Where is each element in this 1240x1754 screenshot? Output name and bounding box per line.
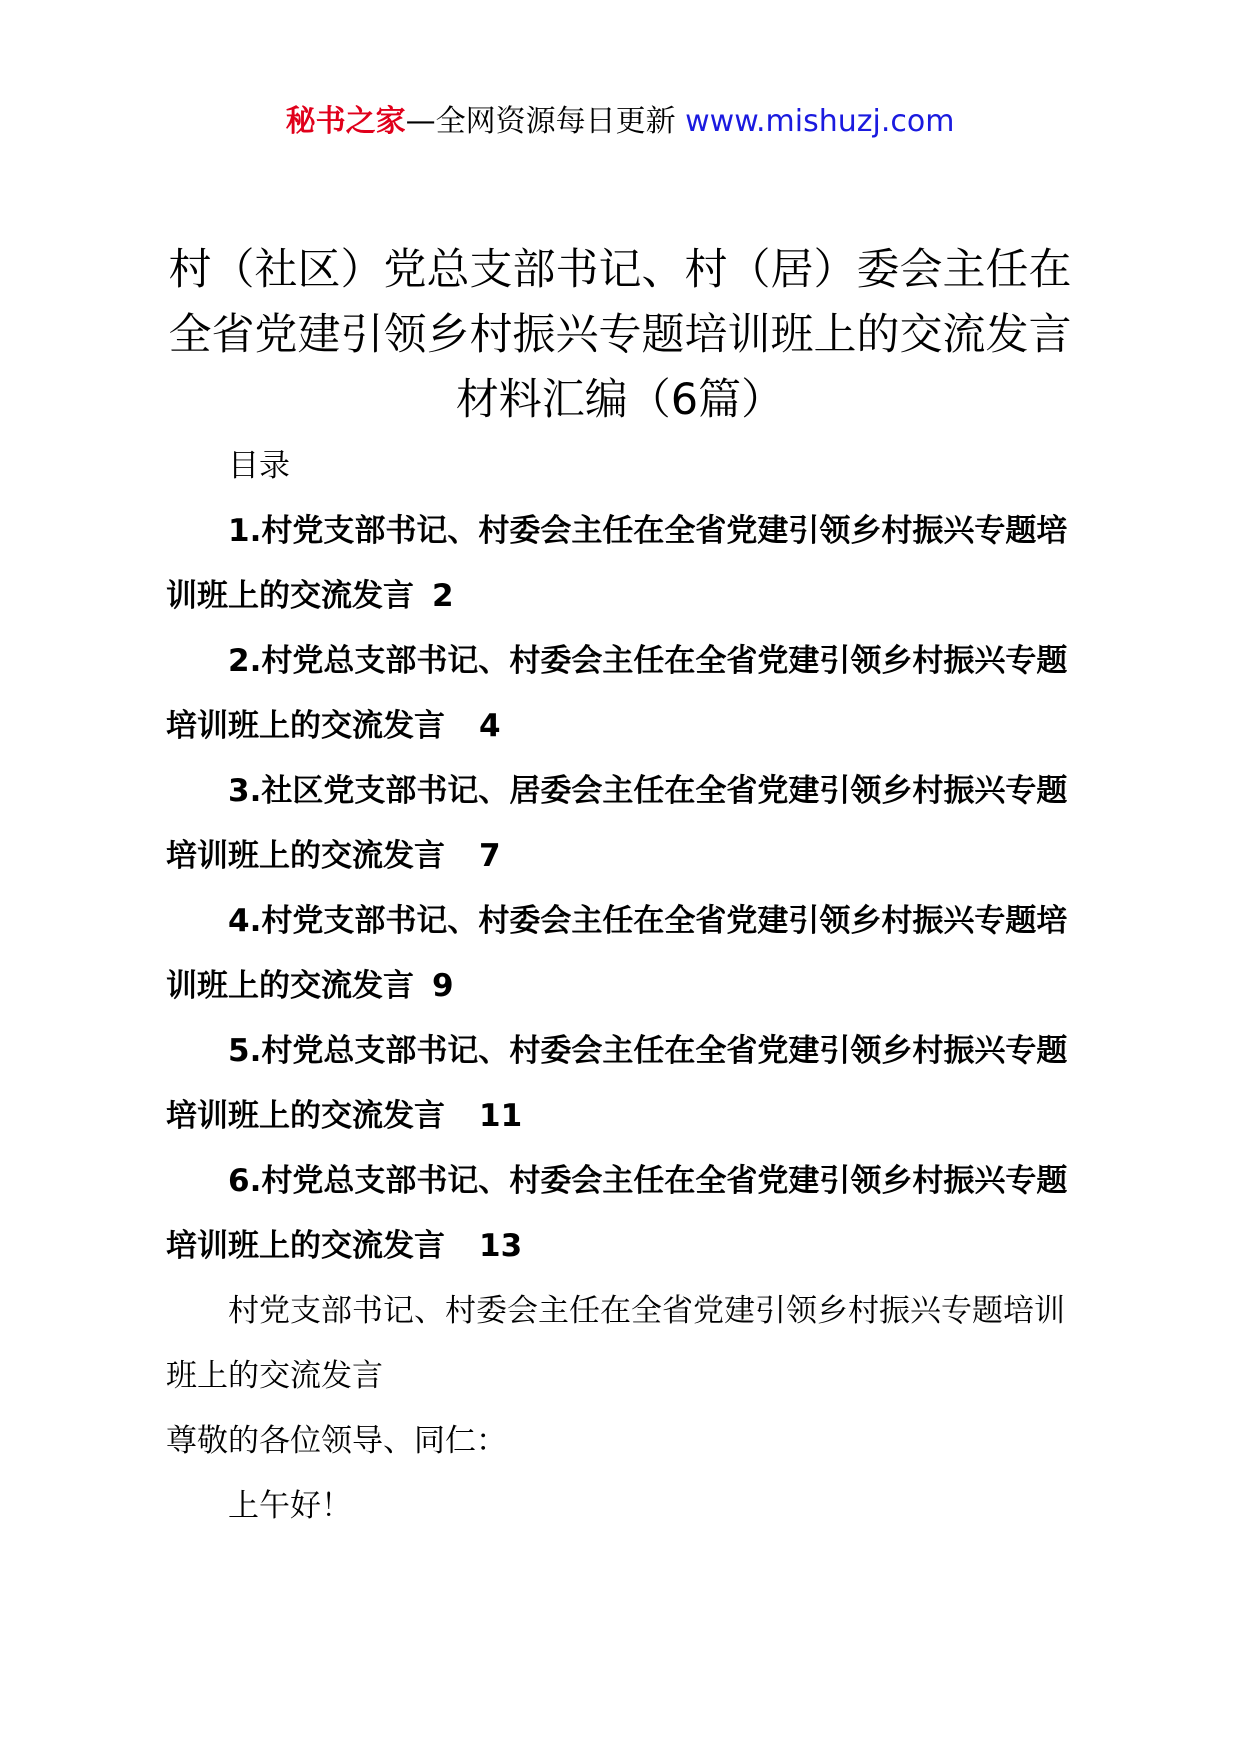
toc-item-text: 5.村党总支部书记、村委会主任在全省党建引领乡村振兴专题培训班上的交流发言 [166,1033,1068,1134]
toc-item-text: 3.社区党支部书记、居委会主任在全省党建引领乡村振兴专题培训班上的交流发言 [166,773,1068,874]
toc-item-text: 1.村党支部书记、村委会主任在全省党建引领乡村振兴专题培训班上的交流发言 [166,513,1068,614]
toc-item-text: 4.村党支部书记、村委会主任在全省党建引领乡村振兴专题培训班上的交流发言 [166,903,1068,1004]
toc-item-text: 6.村党总支部书记、村委会主任在全省党建引领乡村振兴专题培训班上的交流发言 [166,1163,1068,1264]
toc-item-page: 4 [479,708,501,744]
greeting: 上午好！ [228,1488,352,1524]
page-header [0,100,1240,144]
salutation: 尊敬的各位领导、同仁： [166,1423,507,1459]
toc-item-2[interactable] [166,629,1086,759]
toc-item-page: 13 [479,1228,523,1264]
toc-item-3[interactable] [166,759,1086,889]
site-url[interactable]: www.mishuzj.com [685,104,955,139]
toc-item-page: 9 [432,968,454,1004]
brand-name: 秘书之家 [285,104,406,139]
section-title: 村党支部书记、村委会主任在全省党建引领乡村振兴专题培训班上的交流发言 [166,1293,1065,1394]
header-tagline: —全网资源每日更新 [405,104,686,139]
toc-item-5[interactable] [166,1019,1086,1149]
toc-item-1[interactable] [166,499,1086,629]
toc-heading: 目录 [228,448,290,484]
toc-item-page: 2 [432,578,454,614]
document-body [166,434,1086,1539]
toc-item-4[interactable] [166,889,1086,1019]
toc-item-6[interactable] [166,1149,1086,1279]
toc-item-text: 2.村党总支部书记、村委会主任在全省党建引领乡村振兴专题培训班上的交流发言 [166,643,1068,744]
toc-item-page: 11 [479,1098,523,1134]
document-title: 村（社区）党总支部书记、村（居）委会主任在全省党建引领乡村振兴专题培训班上的交流发言材料汇编（6篇） [168,245,1072,425]
toc-item-page: 7 [479,838,501,874]
